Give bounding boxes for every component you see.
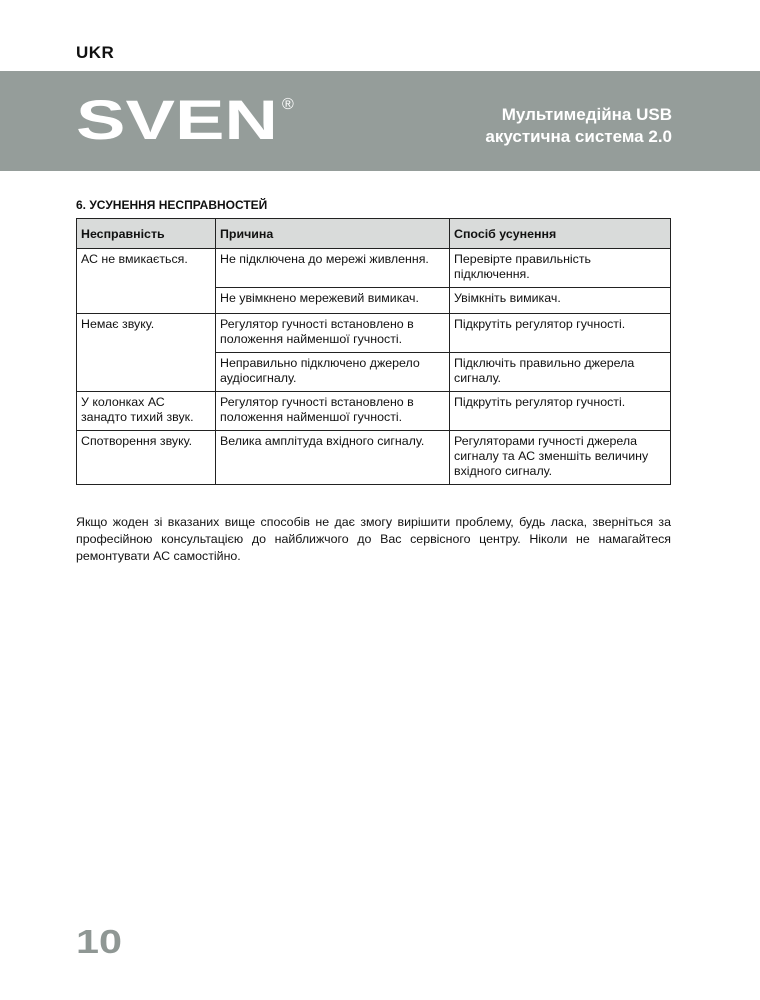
fix-cell: Підкрутіть регулятор гучності.	[450, 392, 671, 431]
table-row	[77, 314, 671, 353]
support-note: Якщо жоден зі вказаних вище способів не дає змогу вирішити проблему, будь ласка, зверніться за професійною консультацією до найближчого до Вас сервісного центру. Ніколи не намагайтеся ремонтувати АС самостійно.	[76, 515, 671, 564]
cause-cell: Регулятор гучності встановлено в положення найменшої гучності.	[216, 392, 450, 431]
header-fix: Спосіб усунення	[450, 219, 671, 249]
svg-text:SVEN: SVEN	[76, 98, 278, 142]
fault-cell: Спотворення звуку.	[77, 431, 216, 485]
fault-cell: У колонках АС занадто тихий звук.	[77, 392, 216, 431]
fix-cell: Регуляторами гучності джерела сигналу та АС зменшіть величину вхідного сигналу.	[450, 431, 671, 485]
fault-cell: Немає звуку.	[77, 314, 216, 392]
troubleshooting-table	[76, 218, 671, 485]
product-title	[485, 104, 672, 148]
table-row	[77, 392, 671, 431]
fix-cell: Підключіть правильно джерела сигналу.	[450, 353, 671, 392]
table-row	[77, 431, 671, 485]
product-title-line1: Мультимедійна USB	[501, 105, 672, 124]
cause-cell: Не підключена до мережі живлення.	[216, 249, 450, 288]
fix-cell: Увімкніть вимикач.	[450, 288, 671, 314]
table-header-row	[77, 219, 671, 249]
page-number	[76, 928, 136, 961]
cause-cell: Велика амплітуда вхідного сигналу.	[216, 431, 450, 485]
header-fault: Несправність	[77, 219, 216, 249]
cause-cell: Неправильно підключено джерело аудіосигналу.	[216, 353, 450, 392]
page-number-text: 10	[76, 928, 122, 956]
fix-cell: Перевірте правильність підключення.	[450, 249, 671, 288]
cause-cell: Регулятор гучності встановлено в положення найменшої гучності.	[216, 314, 450, 353]
table-row	[77, 249, 671, 288]
cause-cell: Не увімкнено мережевий вимикач.	[216, 288, 450, 314]
registered-mark: ®	[282, 96, 294, 113]
sven-logo	[76, 98, 281, 142]
language-label: UKR	[76, 43, 115, 62]
product-title-line2: акустична система 2.0	[485, 127, 672, 146]
fault-cell: АС не вмикається.	[77, 249, 216, 314]
section-title: 6. УСУНЕННЯ НЕСПРАВНОСТЕЙ	[76, 198, 268, 212]
header-cause: Причина	[216, 219, 450, 249]
fix-cell: Підкрутіть регулятор гучності.	[450, 314, 671, 353]
